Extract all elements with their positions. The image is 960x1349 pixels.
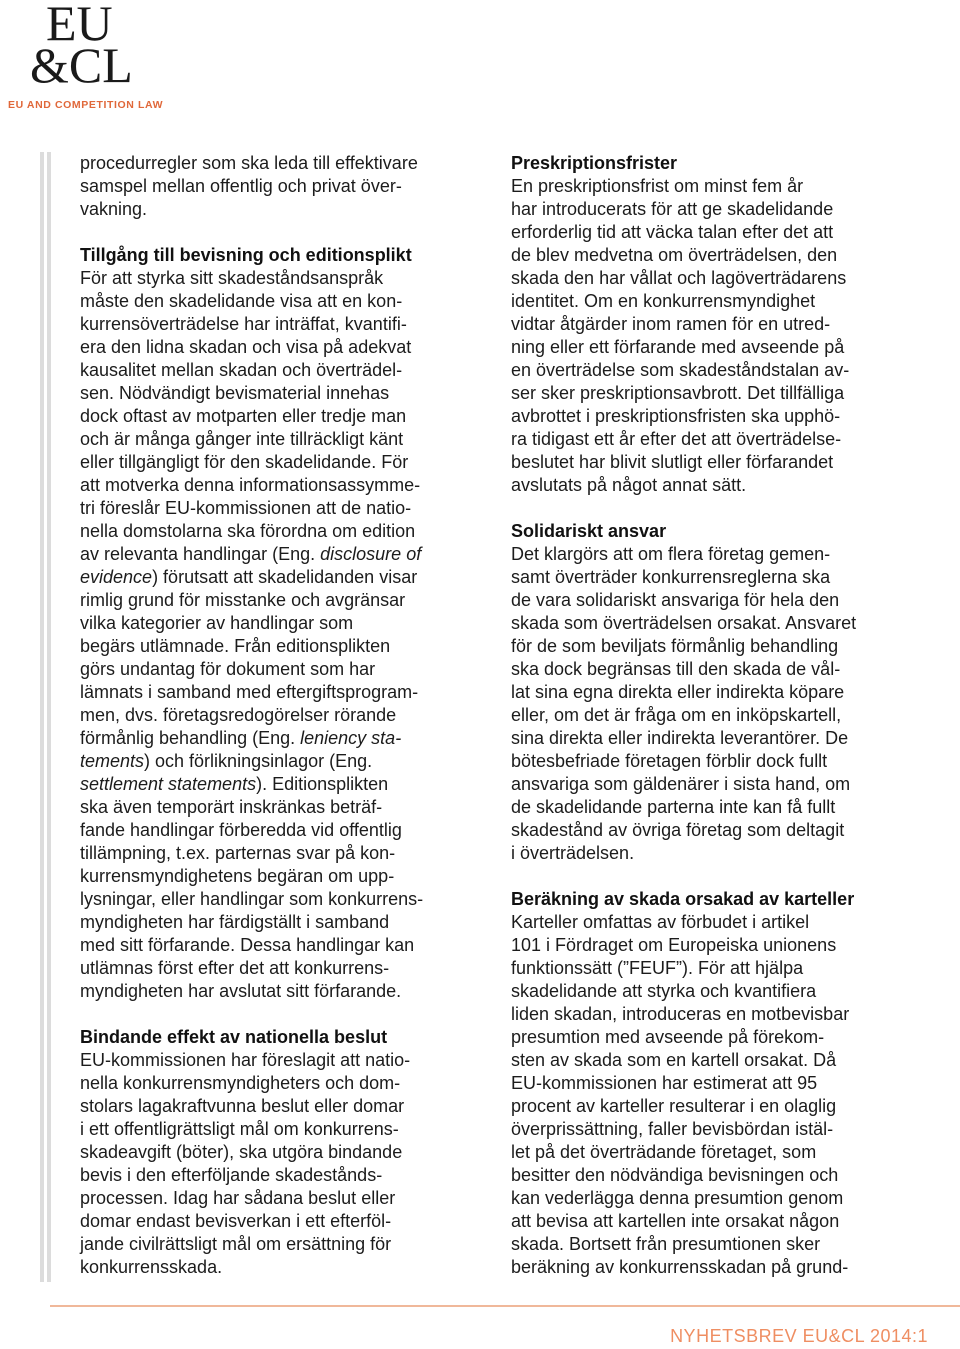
- section-heading: Bindande effekt av nationella beslut: [80, 1027, 388, 1047]
- italic-term: disclosure of evidence: [80, 544, 422, 587]
- footer-issue: NYHETSBREV EU&CL 2014:1: [670, 1326, 928, 1346]
- logo-bottom-text: &CL: [30, 37, 133, 90]
- left-column: [80, 152, 495, 1302]
- intro-section: [80, 152, 495, 221]
- logo-top-text: EU: [46, 0, 113, 51]
- body-text: ) och förlikningsinlagor (Eng.: [144, 751, 373, 771]
- section-preskriptionsfrister: [511, 152, 931, 497]
- section-body: EU-kommissionen har föreslagit att natio- nella konkurrensmyndigheters och dom- stolars lagakraftvunna beslut eller domar i ett offentligrättsligt mål om konkurrens- skadeavgift (böter), ska utgöra bindande bevis i den efterföljande skadestånds- processen. Idag har sådana beslut eller domar endast bevisverkan i ett efterföl- jande civilrättsligt mål om ersättning för konkurrensskada.: [80, 1050, 411, 1277]
- footer-rule: [50, 1305, 960, 1307]
- intro-paragraph: procedurregler som ska leda till effektivare samspel mellan offentlig och privat över- vakning.: [80, 153, 418, 219]
- section-heading: Beräkning av skada orsakad av karteller: [511, 889, 855, 909]
- italic-term: settlement statements: [80, 774, 257, 794]
- side-bar-2: [47, 152, 51, 1282]
- section-body: [80, 267, 495, 1003]
- body-text: För att styrka sitt skadeståndsanspråk måste den skadelidande visa att en kon- kurrensöverträdelse har inträffat, kvantifi- era den lidna skadan och visa på adekvat kausalitet mellan skadan och överträdel- sen. Nödvändigt bevismaterial innehas dock oftast av motparten eller tredje man och är många gånger inte tillräckligt känt eller tillgängligt för den skadelidande. För att motverka denna informationsassymme- tri föreslår EU-kommissionen att de natio- nella domstolarna ska förordna om edition av relevanta handlingar (Eng.: [80, 268, 421, 564]
- side-bar-1: [40, 152, 44, 1282]
- tagline: EU AND COMPETITION LAW: [8, 99, 164, 111]
- section-body: Det klargörs att om flera företag gemen- samt överträder konkurrensreglerna ska de vara solidariskt ansvariga för hela den skada som överträdelsen orsakat. Ansvaret för de som beviljats förmånlig behandling ska dock begränsas till den skada de vål- lat sina egna direkta eller indirekta köpare eller, om det är fråga om en inköpskartell, sina direkta eller indirekta leverantörer. De bötesbefriade företagen förblir dock fullt ansvariga som gäldenärer i sista hand, om de skadelidande parterna inte kan få fullt skadestånd av övriga företag som deltagit i överträdelsen.: [511, 544, 857, 863]
- section-berakning-skada: [511, 888, 931, 1279]
- body-text: ). Editionsplikten ska även temporärt inskränkas beträf- fande handlingar förberedda vid offentlig tillämpning, t.ex. parternas svar på kon- kurrensmyndighetens begäran om upp- lysningar, eller handlingar som konkurrens- myndigheten har färdigställt i samband med sitt förfarande. Dessa handlingar kan utlämnas först efter det att konkurrens- myndigheten har avslutat sitt förfarande.: [80, 774, 424, 1001]
- eucl-logo: [8, 0, 158, 90]
- right-column: [511, 152, 931, 1302]
- section-body: Karteller omfattas av förbudet i artikel 101 i Fördraget om Europeiska unionens funktionssätt (”FEUF”). För att hjälpa skadelidande att styrka och kvantifiera liden skadan, introduceras en motbevisbar presumtion med avseende på förekom- sten av skada som en kartell orsakat. Då EU-kommissionen har estimerat att 95 procent av karteller resulterar i en olaglig överprissättning, faller bevisbördan istäl- let på det överträdande företaget, som besitter den nödvändiga bevisningen och kan vederlägga denna presumtion genom att bevisa att kartellen inte orsakat någon skada. Bortsett från presumtionen sker beräkning av konkurrensskadan på grund-: [511, 912, 850, 1277]
- section-bindande-effekt: [80, 1026, 495, 1279]
- section-editionsplikt: [80, 244, 495, 1003]
- section-body: En preskriptionsfrist om minst fem år har introducerats för att ge skadelidande erforderlig tid att väcka talan efter det att de blev medvetna om överträdelsen, den skada den har vållat och lagöverträdarens identitet. Om en konkurrensmyndighet vidtar åtgärder inom ramen för en utred- ning eller ett förfarande med avseende på en överträdelse som skadeståndstalan av- ser sker preskriptionsavbrott. Det tillfälliga avbrottet i preskriptionsfristen ska upphö- ra tidigast ett år efter det att överträdelse- beslutet har blivit slutligt eller förfarandet avslutats på något annat sätt.: [511, 176, 850, 495]
- section-heading: Preskriptionsfrister: [511, 153, 678, 173]
- body-text: ) förutsatt att skadelidanden visar rimlig grund för misstanke och avgränsar vilka kategorier av handlingar som begärs utlämnade. Från editionsplikten görs undantag för dokument som har lämnats i samband med eftergiftsprogram- men, dvs. företagsredogörelser rörande förmånlig behandling (Eng.: [80, 567, 419, 748]
- section-solidariskt-ansvar: [511, 520, 931, 865]
- section-heading: Solidariskt ansvar: [511, 521, 667, 541]
- side-bars: [40, 152, 52, 1282]
- italic-term: leniency sta- tements: [80, 728, 402, 771]
- section-heading: Tillgång till bevisning och editionsplikt: [80, 245, 412, 265]
